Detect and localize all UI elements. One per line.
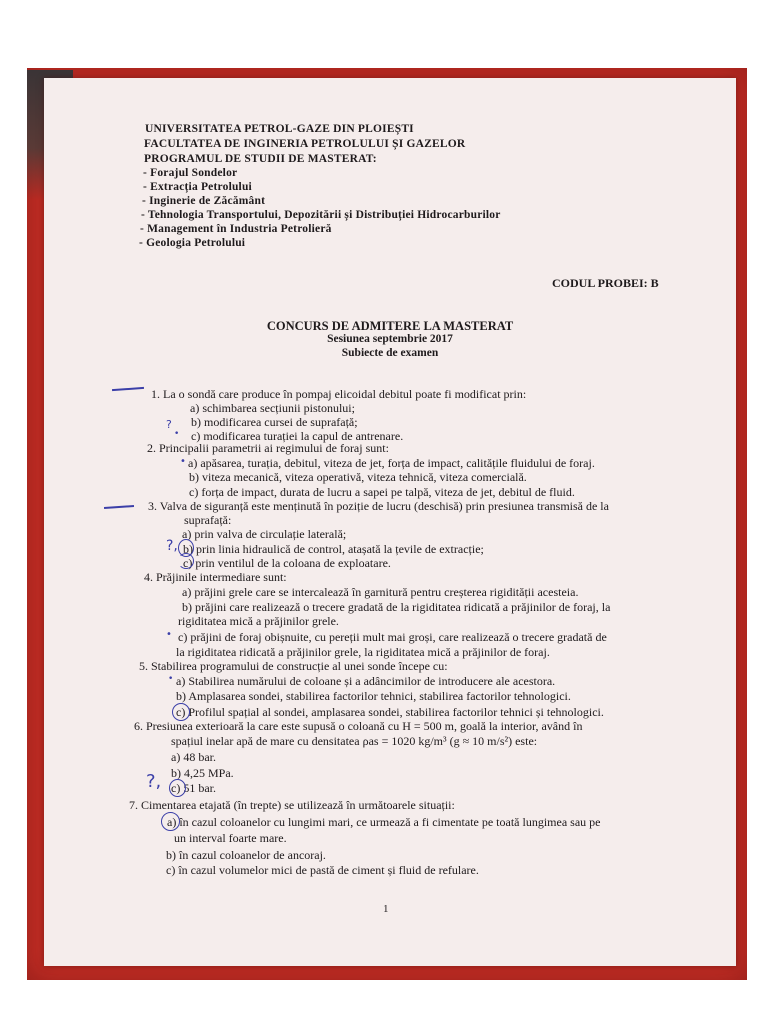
question-4-text: 4. Prăjinile intermediare sunt: <box>144 570 287 584</box>
question-4-option-b-continued: rigiditatea mică a prăjinilor grele. <box>178 614 339 628</box>
question-7-option-a-continued: un interval foarte mare. <box>174 831 287 845</box>
question-5-option-a: a) Stabilirea numărului de coloane și a adâncimilor de introducere ale acestora. <box>176 674 556 688</box>
question-5-text: 5. Stabilirea programului de construcție al unei sonde începe cu: <box>139 659 448 673</box>
question-2-option-c: c) forța de impact, durata de lucru a sapei pe talpă, viteza de jet, debitul de fluid. <box>189 485 575 499</box>
question-6-text-continued: spațiul inelar apă de mare cu densitatea ρas = 1020 kg/m³ (g ≈ 10 m/s²) este: <box>171 734 538 748</box>
question-7-text: 7. Cimentarea etajată (în trepte) se utilizează în următoarele situații: <box>129 798 455 812</box>
pen-dot-mark: • <box>180 456 186 467</box>
question-3-option-a: a) prin valva de circulație laterală; <box>182 527 347 541</box>
pen-dot-mark: • <box>174 429 180 439</box>
question-7-option-b: b) în cazul coloanelor de ancoraj. <box>166 848 326 862</box>
question-5-option-c: c) Profilul spațial al sondei, amplasarea sondei, stabilirea factorilor tehnici și tehnologici. <box>176 705 604 719</box>
pen-question-mark: ?, <box>166 538 178 554</box>
question-6-option-b: b) 4,25 MPa. <box>171 766 234 780</box>
question-3-option-c: c) prin ventilul de la coloana de exploatare. <box>183 556 391 570</box>
question-3-option-b: b) prin linia hidraulică de control, atașată la țevile de extracție; <box>183 542 484 556</box>
exam-title: CONCURS DE ADMITERE LA MASTERAT <box>266 319 514 333</box>
pen-question-mark: ?, <box>146 771 162 792</box>
question-6-text: 6. Presiunea exterioară la care este supusă o coloană cu H = 500 m, goală la interior, având în <box>134 719 583 733</box>
question-4-option-c-continued: la rigiditatea ridicată a prăjinilor grele, la rigiditatea mică a prăjinilor de foraj. <box>176 645 550 659</box>
question-4-option-c: c) prăjini de foraj obișnuite, cu pereții mult mai groși, care realizează o trecere gradată de <box>178 630 607 644</box>
question-2-text: 2. Principalii parametrii ai regimului de foraj sunt: <box>147 441 389 455</box>
program-item: - Inginerie de Zăcământ <box>142 195 266 207</box>
faculty-name: FACULTATEA DE INGINERIA PETROLULUI ȘI GAZELOR <box>144 138 466 150</box>
question-6-option-a: a) 48 bar. <box>171 750 216 764</box>
question-1-text: 1. La o sondă care produce în pompaj elicoidal debitul poate fi modificat prin: <box>151 387 527 401</box>
question-5-option-b: b) Amplasarea sondei, stabilirea factorilor tehnici, stabilirea factorilor tehnologici. <box>176 689 571 703</box>
exam-subtitle: Subiecte de examen <box>341 347 439 359</box>
program-item: - Geologia Petrolului <box>139 237 246 249</box>
university-name: UNIVERSITATEA PETROL-GAZE DIN PLOIEȘTI <box>145 123 414 135</box>
pen-dot-mark: • <box>168 674 174 684</box>
question-1-option-b: b) modificarea cursei de suprafață; <box>191 415 358 429</box>
exam-session: Sesiunea septembrie 2017 <box>327 333 453 345</box>
pen-circle-mark <box>169 779 186 797</box>
question-7-option-a: a) în cazul coloanelor cu lungimi mari, ce urmează a fi cimentate pe toată lungimea sau pe <box>167 815 601 829</box>
question-1-option-c: c) modificarea turației la capul de antrenare. <box>191 429 404 443</box>
question-3-text-continued: suprafață: <box>184 513 232 527</box>
question-3-text: 3. Valva de siguranță este menținută în poziție de lucru (deschisă) prin presiunea transmisă de la <box>148 499 609 513</box>
pen-question-mark: ? <box>166 418 172 431</box>
page-number: 1 <box>383 903 389 915</box>
program-item: - Tehnologia Transportului, Depozitării și Distribuției Hidrocarburilor <box>141 209 501 221</box>
question-1-option-a: a) schimbarea secțiunii pistonului; <box>190 401 355 415</box>
question-7-option-c: c) în cazul volumelor mici de pastă de ciment și fluid de refulare. <box>166 863 479 877</box>
program-item: - Forajul Sondelor <box>143 167 238 179</box>
question-4-option-a: a) prăjini grele care se intercalează în garnitură pentru creșterea rigidității acesteia. <box>182 585 579 599</box>
question-2-option-b: b) viteza mecanică, viteza operativă, viteza tehnică, viteza comercială. <box>189 470 527 484</box>
question-2-option-a: a) apăsarea, turația, debitul, viteza de jet, forța de impact, calitățile fluidului de foraj. <box>188 456 595 470</box>
question-6-option-c: c) 51 bar. <box>171 781 216 795</box>
program-item: - Extracția Petrolului <box>143 181 252 193</box>
pen-dot-mark: • <box>166 629 172 640</box>
test-code: CODUL PROBEI: B <box>552 276 659 290</box>
program-item: - Management în Industria Petrolieră <box>140 223 332 235</box>
program-title: PROGRAMUL DE STUDII DE MASTERAT: <box>144 153 377 165</box>
pen-circle-mark <box>161 812 180 831</box>
pen-circle-mark <box>178 553 194 569</box>
question-4-option-b: b) prăjini care realizează o trecere gradată de la rigiditatea ridicată a prăjinilor de foraj, la <box>182 600 611 614</box>
